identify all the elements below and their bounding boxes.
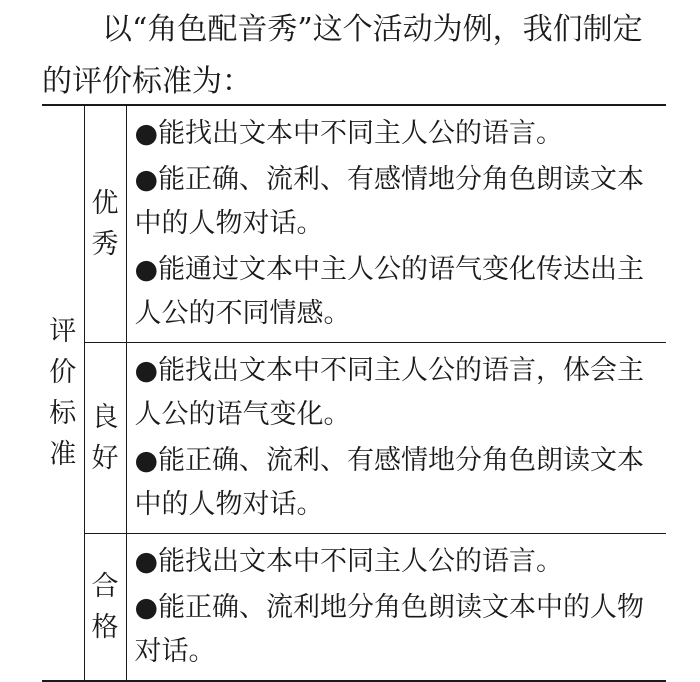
table-row-good bbox=[42, 343, 666, 534]
level-char: 秀 bbox=[91, 229, 119, 260]
bullet-icon: ● bbox=[134, 355, 159, 386]
level-cell-pass bbox=[84, 534, 126, 682]
item-text: 能找出文本中不同主人公的语言。 bbox=[158, 546, 564, 577]
bullet-icon: ● bbox=[134, 546, 159, 577]
list-item bbox=[135, 349, 667, 437]
list-item bbox=[135, 248, 667, 336]
level-char: 好 bbox=[91, 443, 119, 474]
level-char: 合 bbox=[91, 571, 119, 602]
level-cell-excellent bbox=[84, 105, 126, 343]
table-row-pass bbox=[42, 534, 666, 682]
list-item bbox=[135, 158, 667, 246]
list-item bbox=[135, 586, 667, 674]
level-char: 良 bbox=[91, 402, 119, 433]
table-row-excellent bbox=[42, 105, 666, 343]
items-cell-excellent bbox=[126, 105, 666, 343]
level-char: 优 bbox=[91, 188, 119, 219]
intro-paragraph bbox=[42, 4, 672, 108]
items-cell-good bbox=[126, 343, 666, 534]
criteria-header-cell bbox=[42, 105, 84, 681]
bullet-icon: ● bbox=[134, 164, 159, 195]
item-text: 能正确、流利、有感情地分角色朗读文本中的人物对话。 bbox=[134, 445, 645, 520]
list-item bbox=[135, 439, 667, 527]
bullet-icon: ● bbox=[134, 592, 159, 623]
criteria-header-char: 价 bbox=[49, 357, 77, 388]
list-item bbox=[135, 112, 667, 156]
item-text: 能正确、流利地分角色朗读文本中的人物对话。 bbox=[134, 592, 645, 667]
bullet-icon: ● bbox=[134, 445, 159, 476]
intro-line-1: 以“角色配音秀”这个活动为例，我们制定 bbox=[102, 12, 643, 47]
intro-line-2: 的评价标准为： bbox=[42, 64, 252, 99]
level-cell-good bbox=[84, 343, 126, 534]
bullet-icon: ● bbox=[134, 118, 159, 149]
item-text: 能找出文本中不同主人公的语言，体会主人公的语气变化。 bbox=[134, 355, 645, 430]
items-cell-pass bbox=[126, 534, 666, 682]
criteria-header-char: 标 bbox=[49, 398, 77, 429]
criteria-header-char: 评 bbox=[49, 316, 77, 347]
item-text: 能通过文本中主人公的语气变化传达出主人公的不同情感。 bbox=[134, 254, 645, 329]
item-text: 能正确、流利、有感情地分角色朗读文本中的人物对话。 bbox=[134, 164, 645, 239]
bullet-icon: ● bbox=[134, 254, 159, 285]
criteria-header-char: 准 bbox=[49, 439, 77, 470]
item-text: 能找出文本中不同主人公的语言。 bbox=[158, 118, 564, 149]
level-char: 格 bbox=[91, 612, 119, 643]
evaluation-criteria-table bbox=[42, 104, 666, 682]
list-item bbox=[135, 540, 667, 584]
